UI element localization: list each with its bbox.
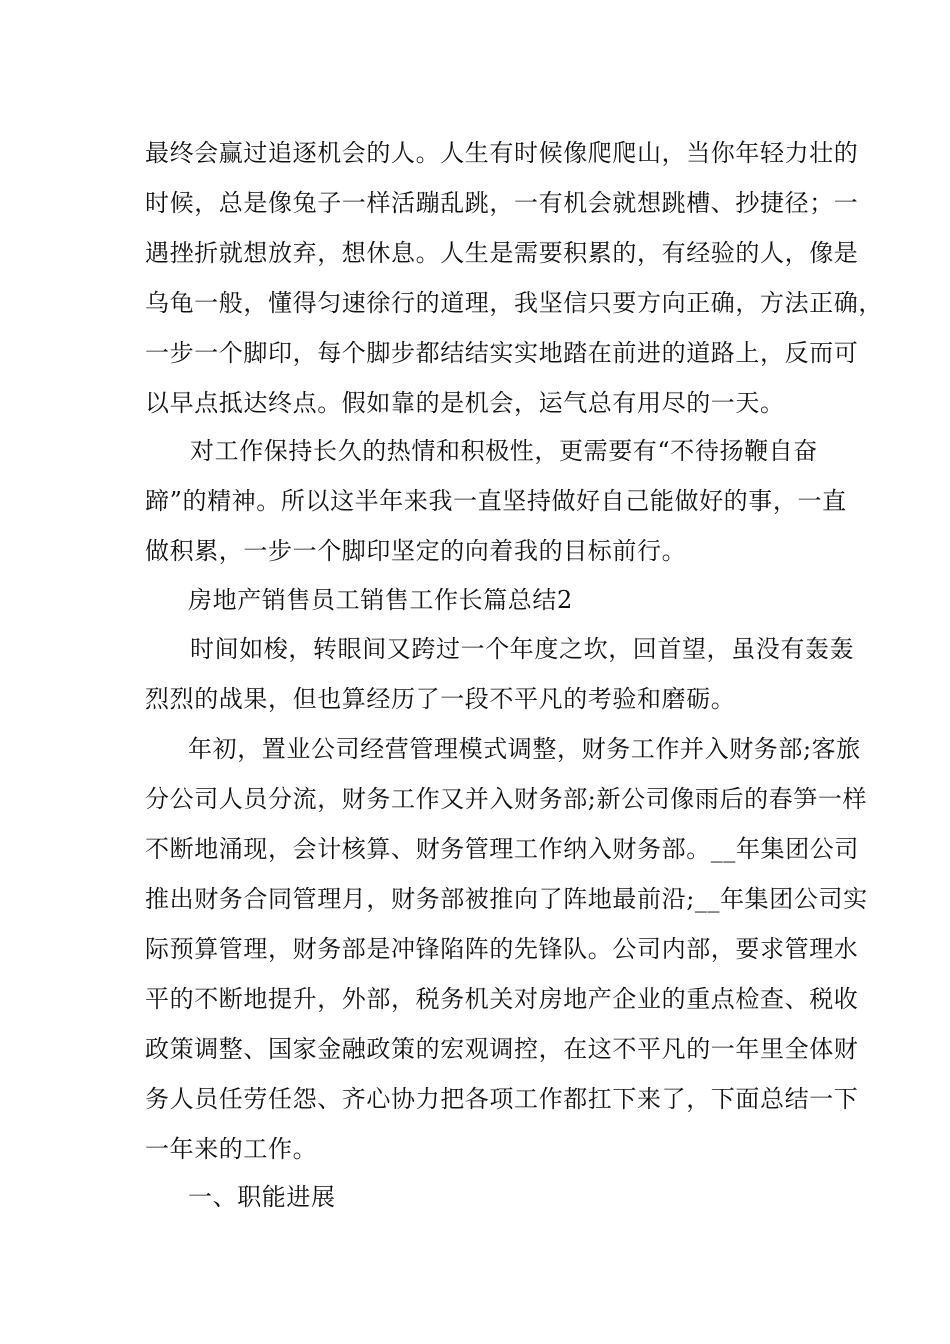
paragraph-line: 最终会赢过追逐机会的人。人生有时候像爬爬山，当你年轻力壮的 — [145, 139, 859, 167]
section-heading: 一、职能进展 — [188, 1183, 336, 1211]
paragraph-line: 不断地涌现，会计核算、财务管理工作纳入财务部。__年集团公司 — [145, 835, 859, 863]
paragraph-line: 年初，置业公司经营管理模式调整，财务工作并入财务部;客旅 — [188, 735, 861, 763]
paragraph-line: 一步一个脚印，每个脚步都结结实实地踏在前进的道路上，反而可 — [145, 339, 859, 367]
section-heading: 房地产销售员工销售工作长篇总结2 — [188, 586, 573, 614]
paragraph-line: 以早点抵达终点。假如靠的是机会，运气总有用尽的一天。 — [145, 389, 785, 417]
paragraph-line: 遇挫折就想放弃，想休息。人生是需要积累的，有经验的人，像是 — [145, 239, 859, 267]
paragraph-line: 时候，总是像兔子一样活蹦乱跳，一有机会就想跳槽、抄捷径；一 — [145, 189, 859, 217]
paragraph-line: 对工作保持长久的热情和积极性，更需要有“不待扬鞭自奋 — [190, 437, 818, 465]
paragraph-line: 做积累，一步一个脚印坚定的向着我的目标前行。 — [145, 537, 687, 565]
paragraph-line: 乌龟一般，懂得匀速徐行的道理，我坚信只要方向正确，方法正确， — [145, 289, 883, 317]
paragraph-line: 政策调整、国家金融政策的宏观调控，在这不平凡的一年里全体财 — [145, 1035, 859, 1063]
paragraph-line: 分公司人员分流，财务工作又并入财务部;新公司像雨后的春笋一样 — [145, 785, 868, 813]
paragraph-line: 际预算管理，财务部是冲锋陷阵的先锋队。公司内部，要求管理水 — [145, 935, 859, 963]
paragraph-line: 蹄”的精神。所以这半年来我一直坚持做好自己能做好的事，一直 — [145, 487, 847, 515]
paragraph-line: 时间如梭，转眼间又跨过一个年度之坎，回首望，虽没有轰轰 — [190, 635, 855, 663]
paragraph-line: 推出财务合同管理月，财务部被推向了阵地最前沿;__年集团公司实 — [145, 885, 868, 913]
paragraph-line: 平的不断地提升，外部，税务机关对房地产企业的重点检查、税收 — [145, 985, 859, 1013]
paragraph-line: 务人员任劳任怨、齐心协力把各项工作都扛下来了，下面总结一下 — [145, 1085, 859, 1113]
paragraph-line: 烈烈的战果，但也算经历了一段不平凡的考验和磨砺。 — [145, 685, 736, 713]
paragraph-line: 一年来的工作。 — [145, 1135, 318, 1163]
